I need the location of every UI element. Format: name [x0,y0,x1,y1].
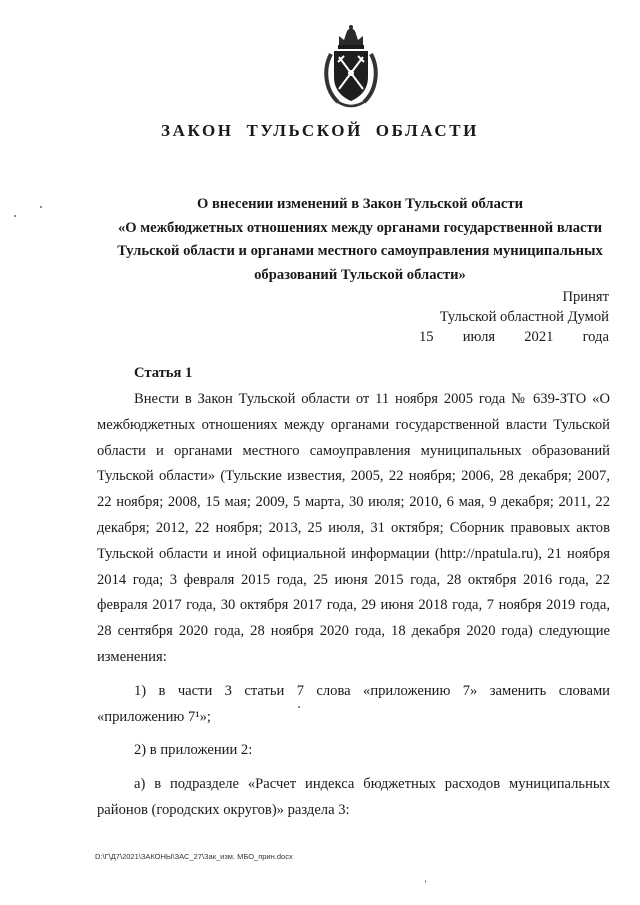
paragraph: 2) в приложении 2: [134,742,253,759]
adoption-day: 15 [419,329,434,345]
paragraph: 1) в части 3 статьи 7 слова «приложению 7» заменить словами «приложению 7¹»; [97,682,610,725]
adoption-year-word: года [582,329,609,345]
scan-speck [425,880,426,883]
scan-speck [14,215,16,217]
adopted-by: Тульской областной Думой [439,309,609,325]
subject-line: О внесении изменений в Закон Тульской области [197,196,523,212]
scan-speck [40,206,42,208]
adoption-block [379,287,609,347]
scan-speck [298,706,300,708]
article-body [97,387,610,824]
law-subject [80,193,640,287]
coat-of-arms-emblem [318,24,384,110]
subject-line: образований Тульской области» [254,266,466,283]
adoption-year: 2021 [524,329,554,345]
law-title: ЗАКОН ТУЛЬСКОЙ ОБЛАСТИ [161,121,479,140]
adoption-date [379,327,609,347]
article-heading: Статья 1 [134,365,193,381]
file-path-footer: D:\Г\Д7\2021\ЗАКОНЫ\ЗАС_27\Зак_изм. МБО_прин.docx [95,852,293,861]
subject-line: Тульской области и органами местного самоуправления муниципальных [117,243,603,259]
paragraph: а) в подразделе «Расчет индекса бюджетных расходов муниципальных районов (городских округов)» раздела 3: [97,776,610,818]
adopted-label: Принят [562,289,609,305]
adoption-month: июля [462,329,496,345]
paragraph: Внести в Закон Тульской области от 11 ноября 2005 года № 639-ЗТО «О межбюджетных отношениях между органами государственной власти Тульской области и органами местного самоуправления муниципальных образований Тульской области» (Тульские известия, 2005, 22 ноября; 2006, 28 декабря; 2007, 22 ноября; 2008, 15 мая; 2009, 5 марта, 30 июля; 2010, 6 мая, 9 декабря; 2011, 22 декабря; 2012, 22 ноября; 2013, 25 июля, 31 октября; Сборник правовых актов Тульской области и иной официальной информации (http://npatula.ru), 21 ноября 2014 года; 3 февраля 2015 года, 25 июня 2015 года, 28 октября 2016 года, 22 февраля 2017 года, 30 октября 2017 года, 29 июня 2018 года, 7 ноября 2019 года, 28 сентября 2020 года, 28 ноября 2020 года, 18 декабря 2020 года) следующие изменения: [97,391,610,665]
subject-line: «О межбюджетных отношениях между органами государственной власти [117,219,603,236]
